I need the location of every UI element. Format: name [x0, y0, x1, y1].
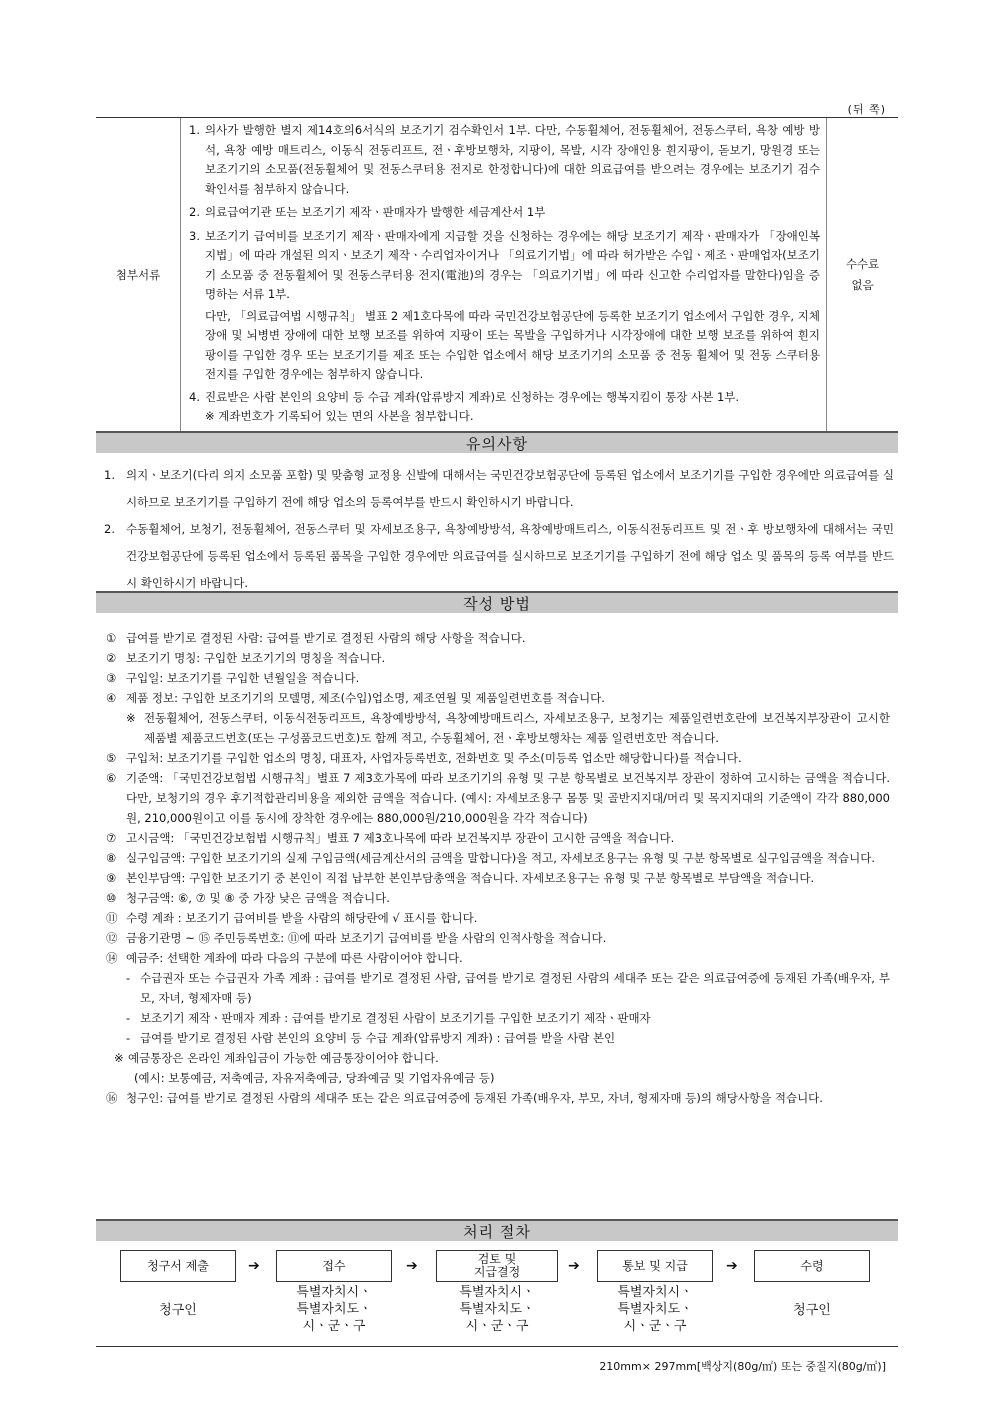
- procedure-step-actor: 청구인: [793, 1303, 831, 1318]
- method-line: ⑤ 구입처: 보조기기를 구입한 업소의 명칭, 대표자, 사업자등록번호, 전화번호 및 주소(미등록 업소만 해당합니다)를 적습니다.: [106, 751, 742, 765]
- caution-list: [104, 462, 894, 597]
- method-line: (예시: 보통예금, 저축예금, 자유저축예금, 당좌예금 및 기업자유예금 등): [134, 1071, 495, 1085]
- method-line: - 수급권자 또는 수급권자 가족 계좌 : 급여를 받기로 결정된 사람, 급여를 받기로 결정된 사람의 세대주 또는 같은 의료급여증에 등재된 가족(배우자, 부모, 자녀, 형제자매 등): [126, 971, 890, 1005]
- method-list: [106, 628, 890, 1108]
- method-line: ※ 예금통장은 온라인 계좌입금이 가능한 예금통장이어야 합니다.: [114, 1051, 439, 1065]
- method-line: ⑩ 청구금액: ⑥, ⑦ 및 ⑧ 중 가장 낮은 금액을 적습니다.: [106, 891, 390, 905]
- method-line: ⑭ 예금주: 선택한 계좌에 따라 다음의 구분에 따른 사람이어야 합니다.: [106, 951, 463, 965]
- procedure-step-actor: 청구인: [159, 1303, 197, 1318]
- method-line: ② 보조기기 명칭: 구입한 보조기기의 명칭을 적습니다.: [106, 651, 386, 665]
- method-line: ⑯ 청구인: 급여를 받기로 결정된 사람의 세대주 또는 같은 의료급여증에 등재된 가족(배우자, 부모, 자녀, 형제자매 등)의 해당사항을 적습니다.: [106, 1091, 823, 1105]
- arrow-right-icon: ➔: [406, 1258, 418, 1274]
- attachments-table: [96, 117, 898, 431]
- bottom-rule: [96, 1346, 898, 1347]
- procedure-step-box: 통보 및 지급: [597, 1250, 713, 1282]
- procedure-step-box: 검토 및 지급결정: [436, 1250, 558, 1282]
- attachment-item: 2. 의료급여기관 또는 보조기기 제작ㆍ판매자가 발행한 세금계산서 1부: [189, 205, 546, 219]
- procedure-step-actor: 특별자치시ㆍ 특별자치도ㆍ 시ㆍ군ㆍ구: [617, 1285, 693, 1334]
- attachment-item: 1. 의사가 발행한 별지 제14호의6서식의 보조기기 검수확인서 1부. 다만, 수동휠체어, 전동휠체어, 전동스쿠터, 욕창 예방 방석, 욕창 예방 매트리스, 이동식 전동리프트, 전ㆍ후방보행차, 지팡이, 목발, 시각 장애인용 흰지팡이, 돋보기, 망원경 또는 보조기기의 소모품(전동휠체어 및 전동스쿠터용 전지로 한정합니다)에 대한 의료급여를 받으려는 경우에는 보조기기 검수 확인서를 첨부하지 않습니다.: [189, 123, 820, 196]
- method-line: ※ 전동휠체어, 전동스쿠터, 이동식전동리프트, 욕창예방방석, 욕창예방매트리스, 자세보조용구, 보청기는 제품일련번호란에 보건복지부장관이 고시한 제품별 제품코드번호(또는 구성품코드번호)도 함께 적고, 수동휠체어, 전ㆍ후방보행차는 제품 일련번호만 적습니다.: [126, 711, 890, 745]
- arrow-right-icon: ➔: [248, 1258, 260, 1274]
- method-line: ⑪ 수령 계좌 : 보조기기 급여비를 받을 사람의 해당란에 √ 표시를 합니다.: [106, 911, 478, 925]
- procedure-step-box: 청구서 제출: [120, 1250, 236, 1282]
- method-header: 작성 방법: [96, 591, 898, 613]
- procedure-step-actor: 특별자치시ㆍ 특별자치도ㆍ 시ㆍ군ㆍ구: [296, 1285, 372, 1334]
- caution-header: 유의사항: [96, 431, 898, 453]
- method-line: ③ 구입일: 보조기기를 구입한 년월일을 적습니다.: [106, 671, 360, 685]
- method-line: - 급여를 받기로 결정된 사람 본인의 요양비 등 수급 계좌(압류방지 계좌) : 급여를 받을 사람 본인: [126, 1031, 616, 1045]
- method-line: ④ 제품 정보: 구입한 보조기기의 모델명, 제조(수입)업소명, 제조연월 및 제품일련번호를 적습니다.: [106, 691, 605, 705]
- arrow-right-icon: ➔: [568, 1258, 580, 1274]
- attachment-note: ※ 계좌번호가 기록되어 있는 면의 사본을 첨부합니다.: [205, 409, 474, 423]
- method-line: ⑫ 금융기관명 ~ ⑮ 주민등록번호: ⑪에 따라 보조기기 급여비를 받을 사람의 인적사항을 적습니다.: [106, 931, 607, 945]
- fee-cell: 수수료 없음: [826, 118, 898, 431]
- method-line: ① 급여를 받기로 결정된 사람: 급여를 받기로 결정된 사람의 해당 사항을 적습니다.: [106, 631, 526, 645]
- method-line: ⑥ 기준액: 「국민건강보험법 시행규칙」별표 7 제3호가목에 따라 보조기기의 유형 및 구분 항목별로 보건복지부 장관이 정하여 고시하는 금액을 적습니다. 다만, 보청기의 경우 후기적합관리비용을 제외한 금액을 적습니다. (예시: 자세보조용구 몸통 및 골반지지대/머리 및 목지지대의 기준액이 각각 880,000원, 210,000원이고 이를 동시에 장착한 경우에는 880,000원/210,000원을 각각 적습니다): [106, 771, 890, 825]
- procedure-header: 처리 절차: [96, 1219, 898, 1241]
- attachments-label: 첨부서류: [96, 118, 181, 431]
- caution-item: 2. 수동휠체어, 보청기, 전동휠체어, 전동스쿠터 및 자세보조용구, 욕창예방방석, 욕창예방매트리스, 이동식전동리프트 및 전ㆍ후 방보행차에 대해서는 국민건강보험공단에 등록된 업소에서 등록된 품목을 구입한 경우에만 의료급여를 실시하므로 보조기기를 구입하기 전에 해당 업소 및 품목의 등록 여부를 반드시 확인하시기 바랍니다.: [104, 522, 894, 590]
- procedure-flow: [96, 1250, 898, 1346]
- method-line: - 보조기기 제작ㆍ판매자 계좌 : 급여를 받기로 결정된 사람이 보조기기를 구입한 보조기기 제작ㆍ판매자: [126, 1011, 651, 1025]
- page-label: (뒤 쪽): [847, 103, 886, 116]
- caution-item: 1. 의지ㆍ보조기(다리 의지 소모품 포함) 및 맞춤형 교정용 신발에 대해서는 국민건강보험공단에 등록된 업소에서 보조기기를 구입한 경우에만 의료급여를 실시하므로 보조기기를 구입하기 전에 해당 업소의 등록여부를 반드시 확인하시기 바랍니다.: [104, 468, 894, 509]
- attachments-content: [181, 118, 826, 431]
- procedure-step-box: 수령: [754, 1250, 870, 1282]
- attachment-item: 4. 진료받은 사람 본인의 요양비 등 수급 계좌(압류방지 계좌)로 신청하는 경우에는 행복지킴이 통장 사본 1부.: [189, 389, 740, 404]
- method-line: ⑧ 실구입금액: 구입한 보조기기의 실제 구입금액(세금계산서의 금액을 말합니다)을 적고, 자세보조용구는 유형 및 구분 항목별로 실구입금액을 적습니다.: [106, 851, 875, 865]
- procedure-step-actor: 특별자치시ㆍ 특별자치도ㆍ 시ㆍ군ㆍ구: [459, 1285, 535, 1334]
- method-line: ⑨ 본인부담액: 구입한 보조기기 중 본인이 직접 납부한 본인부담총액을 적습니다. 자세보조용구는 유형 및 구분 항목별로 부담액을 적습니다.: [106, 871, 815, 885]
- method-line: ⑦ 고시금액: 「국민건강보험법 시행규칙」별표 7 제3호나목에 따라 보건복지부 장관이 고시한 금액을 적습니다.: [106, 831, 675, 845]
- arrow-right-icon: ➔: [726, 1258, 738, 1274]
- attachment-note: 다만, 「의료급여법 시행규칙」 별표 2 제1호다목에 따라 국민건강보험공단에 등록한 보조기기 업소에서 구입한 경우, 지체장애 및 뇌병변 장애에 대한 보행 보조를 위하여 지팡이 또는 목발을 구입하거나 시각장애에 대한 보행 보조를 위하여 흰지팡이를 구입한 경우 또는 보조기기를 제조 또는 수입한 업소에서 해당 보조기기의 소모품 중 전동 휠체어 및 전동 스쿠터용 전지를 구입한 경우에는 첨부하지 않습니다.: [205, 308, 820, 381]
- procedure-step-box: 접수: [276, 1250, 392, 1282]
- paper-spec: 210mm× 297mm[백상지(80g/㎡) 또는 중질지(80g/㎡)]: [599, 1360, 886, 1373]
- attachment-item: 3. 보조기기 급여비를 보조기기 제작ㆍ판매자에게 지급할 것을 신청하는 경우에는 해당 보조기기 제작ㆍ판매자가 「장애인복지법」에 따라 개설된 의지ㆍ보조기 제작ㆍ수리업자이거나 「의료기기법」에 따라 허가받은 수입ㆍ제조ㆍ판매업자(보조기기 소모품 중 전동휠체어 및 전동스쿠터용 전지(電池)의 경우는 「의료기기법」에 따라 신고한 수리업자를 말한다)임을 증명하는 서류 1부.: [189, 228, 820, 301]
